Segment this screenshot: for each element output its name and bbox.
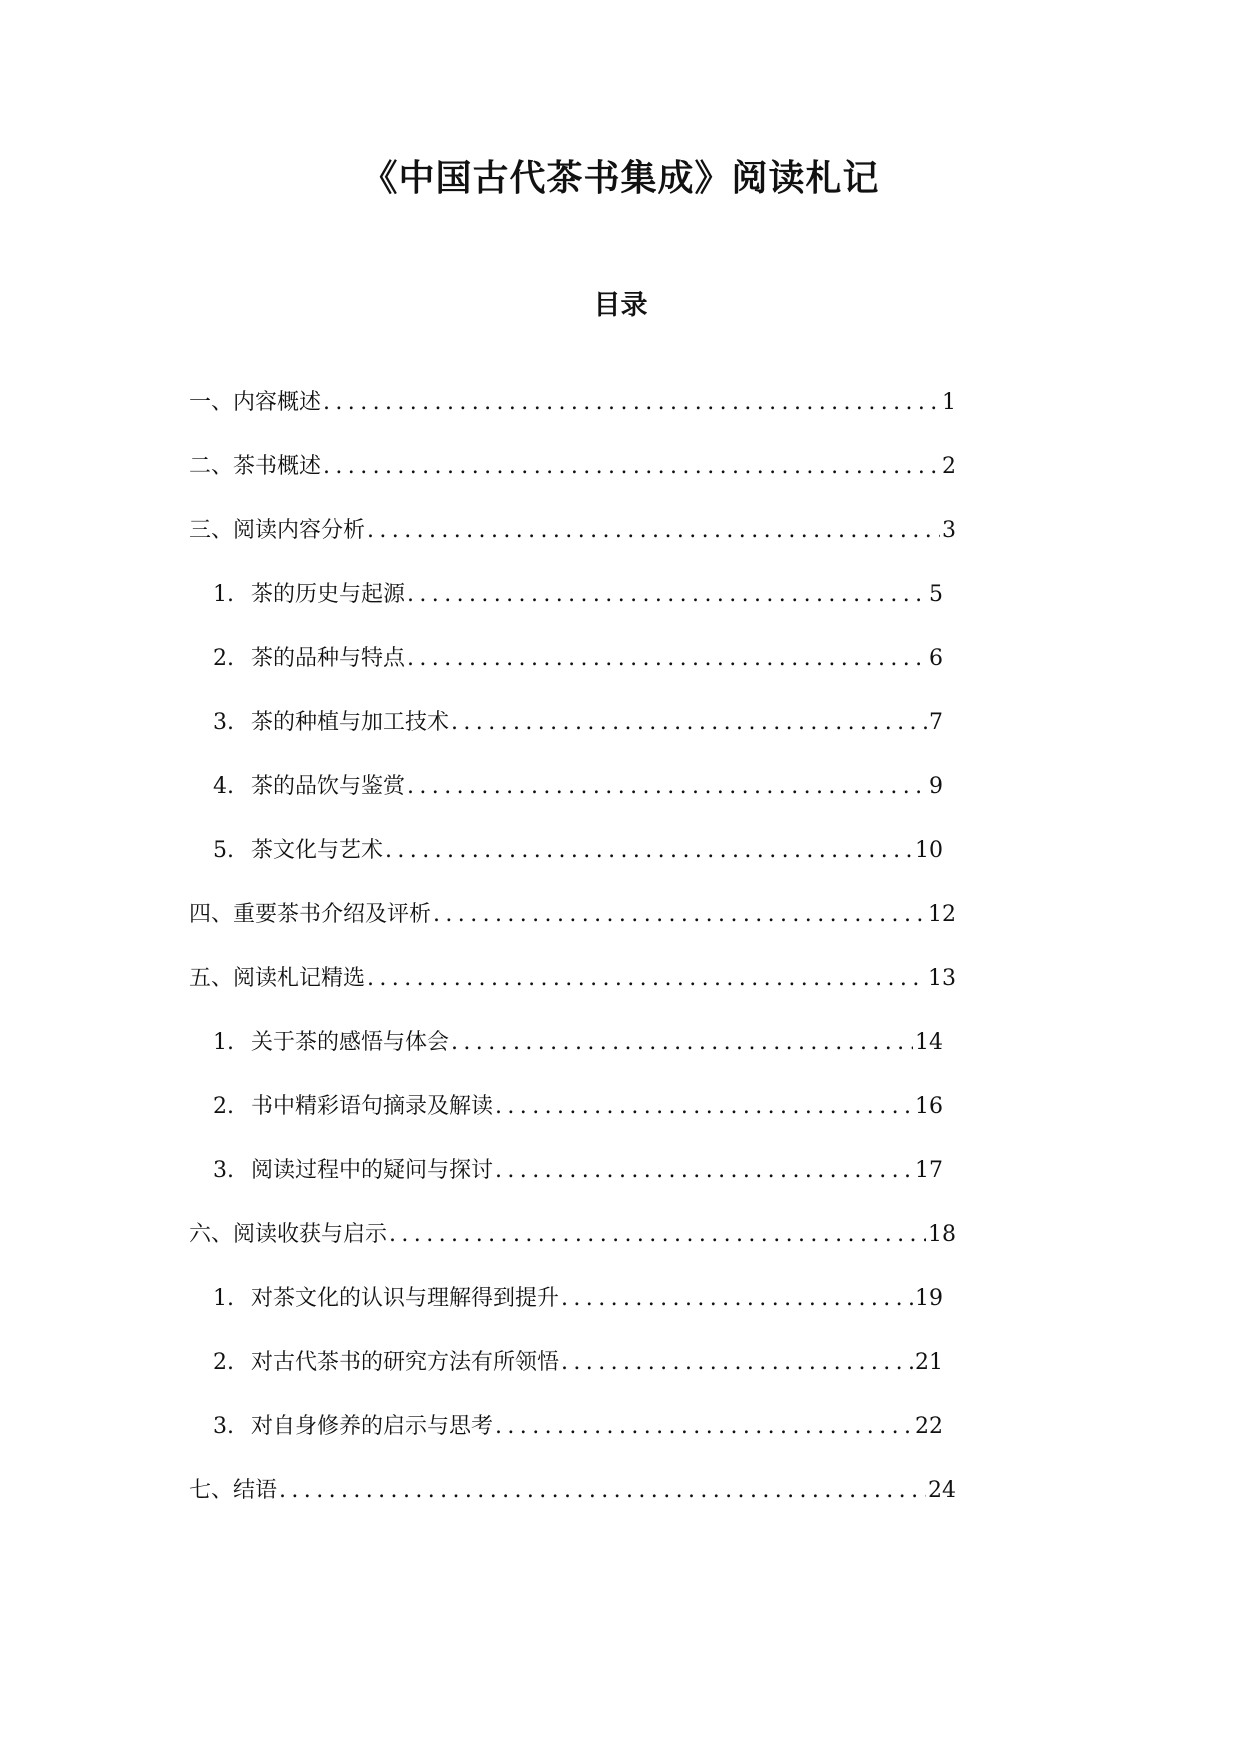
toc-entry[interactable] (189, 962, 956, 996)
toc-entry[interactable] (213, 1026, 943, 1060)
toc-leader-dots (451, 1026, 913, 1060)
toc-entry-label: 四、重要茶书介绍及评析 (189, 902, 432, 927)
toc-entry[interactable] (189, 514, 956, 548)
toc-entry-label: 一、内容概述 (189, 390, 322, 415)
toc-entry[interactable] (213, 770, 943, 804)
toc-entry[interactable] (189, 386, 956, 420)
toc-page-number: 17 (915, 1158, 943, 1183)
toc-entry[interactable] (213, 1410, 943, 1444)
toc-page-number: 9 (929, 774, 943, 799)
toc-page-number: 24 (928, 1478, 956, 1503)
toc-entry-number: 3. (213, 1414, 234, 1439)
toc-leader-dots (561, 1346, 913, 1380)
toc-entry[interactable] (213, 1282, 943, 1316)
toc-page-number: 1 (942, 390, 956, 415)
toc-entry-number: 3. (213, 710, 234, 735)
toc-entry-number: 2. (213, 1350, 234, 1375)
toc-entry-label: 茶文化与艺术 (251, 838, 384, 863)
toc-entry-label: 茶的种植与加工技术 (251, 710, 450, 735)
toc-leader-dots (451, 706, 927, 740)
toc-entry[interactable] (213, 1090, 943, 1124)
toc-leader-dots (323, 386, 940, 420)
toc-entry[interactable] (213, 834, 943, 868)
toc-leader-dots (367, 962, 926, 996)
toc-entry-number: 4. (213, 774, 234, 799)
toc-leader-dots (279, 1474, 926, 1508)
toc-entry-number: 3. (213, 1158, 234, 1183)
toc-page-number: 5 (929, 582, 943, 607)
toc-entry[interactable] (189, 1218, 956, 1252)
toc-entry-number: 1. (213, 582, 234, 607)
toc-entry-label: 阅读过程中的疑问与探讨 (251, 1158, 494, 1183)
toc-leader-dots (407, 578, 927, 612)
toc-page-number: 12 (928, 902, 956, 927)
toc-entry-label: 对古代茶书的研究方法有所领悟 (251, 1350, 560, 1375)
toc-entry[interactable] (189, 898, 956, 932)
toc-page-number: 13 (928, 966, 956, 991)
toc-leader-dots (561, 1282, 913, 1316)
toc-entry-number: 5. (213, 838, 234, 863)
toc-entry-number: 1. (213, 1030, 234, 1055)
toc-leader-dots (407, 770, 927, 804)
toc-leader-dots (385, 834, 913, 868)
toc-entry[interactable] (213, 1346, 943, 1380)
toc-entry[interactable] (213, 642, 943, 676)
document-title: 《中国古代茶书集成》阅读札记 (361, 158, 880, 199)
toc-entry[interactable] (213, 578, 943, 612)
toc-page-number: 14 (915, 1030, 943, 1055)
toc-entry-label: 五、阅读札记精选 (189, 966, 366, 991)
toc-entry-label: 三、阅读内容分析 (189, 518, 366, 543)
toc-page-number: 22 (915, 1414, 943, 1439)
toc-entry-number: 1. (213, 1286, 234, 1311)
toc-page-number: 21 (915, 1350, 943, 1375)
toc-page-number: 7 (929, 710, 943, 735)
toc-entry-number: 2. (213, 1094, 234, 1119)
toc-page-number: 19 (915, 1286, 943, 1311)
toc-leader-dots (433, 898, 926, 932)
toc-leader-dots (367, 514, 940, 548)
toc-entry-label: 茶的品饮与鉴赏 (251, 774, 406, 799)
toc-page-number: 6 (929, 646, 943, 671)
toc-entry[interactable] (189, 450, 956, 484)
toc-page-number: 10 (915, 838, 943, 863)
toc-entry-label: 关于茶的感悟与体会 (251, 1030, 450, 1055)
toc-entry[interactable] (213, 706, 943, 740)
toc-entry-label: 书中精彩语句摘录及解读 (251, 1094, 494, 1119)
toc-entry-label: 二、茶书概述 (189, 454, 322, 479)
toc-entry-label: 对自身修养的启示与思考 (251, 1414, 494, 1439)
toc-entry-label: 对茶文化的认识与理解得到提升 (251, 1286, 560, 1311)
toc-page-number: 16 (915, 1094, 943, 1119)
toc-entry[interactable] (189, 1474, 956, 1508)
toc-entry-label: 六、阅读收获与启示 (189, 1222, 388, 1247)
toc-entry-label: 七、结语 (189, 1478, 278, 1503)
toc-entry-number: 2. (213, 646, 234, 671)
toc-leader-dots (323, 450, 940, 484)
toc-leader-dots (407, 642, 927, 676)
toc-leader-dots (389, 1218, 926, 1252)
toc-leader-dots (495, 1154, 913, 1188)
toc-page-number: 3 (942, 518, 956, 543)
toc-entry-label: 茶的品种与特点 (251, 646, 406, 671)
toc-page-number: 18 (928, 1222, 956, 1247)
toc-leader-dots (495, 1410, 913, 1444)
toc-page-number: 2 (942, 454, 956, 479)
toc-entry-label: 茶的历史与起源 (251, 582, 406, 607)
toc-leader-dots (495, 1090, 913, 1124)
toc-heading: 目录 (593, 290, 648, 321)
toc-entry[interactable] (213, 1154, 943, 1188)
